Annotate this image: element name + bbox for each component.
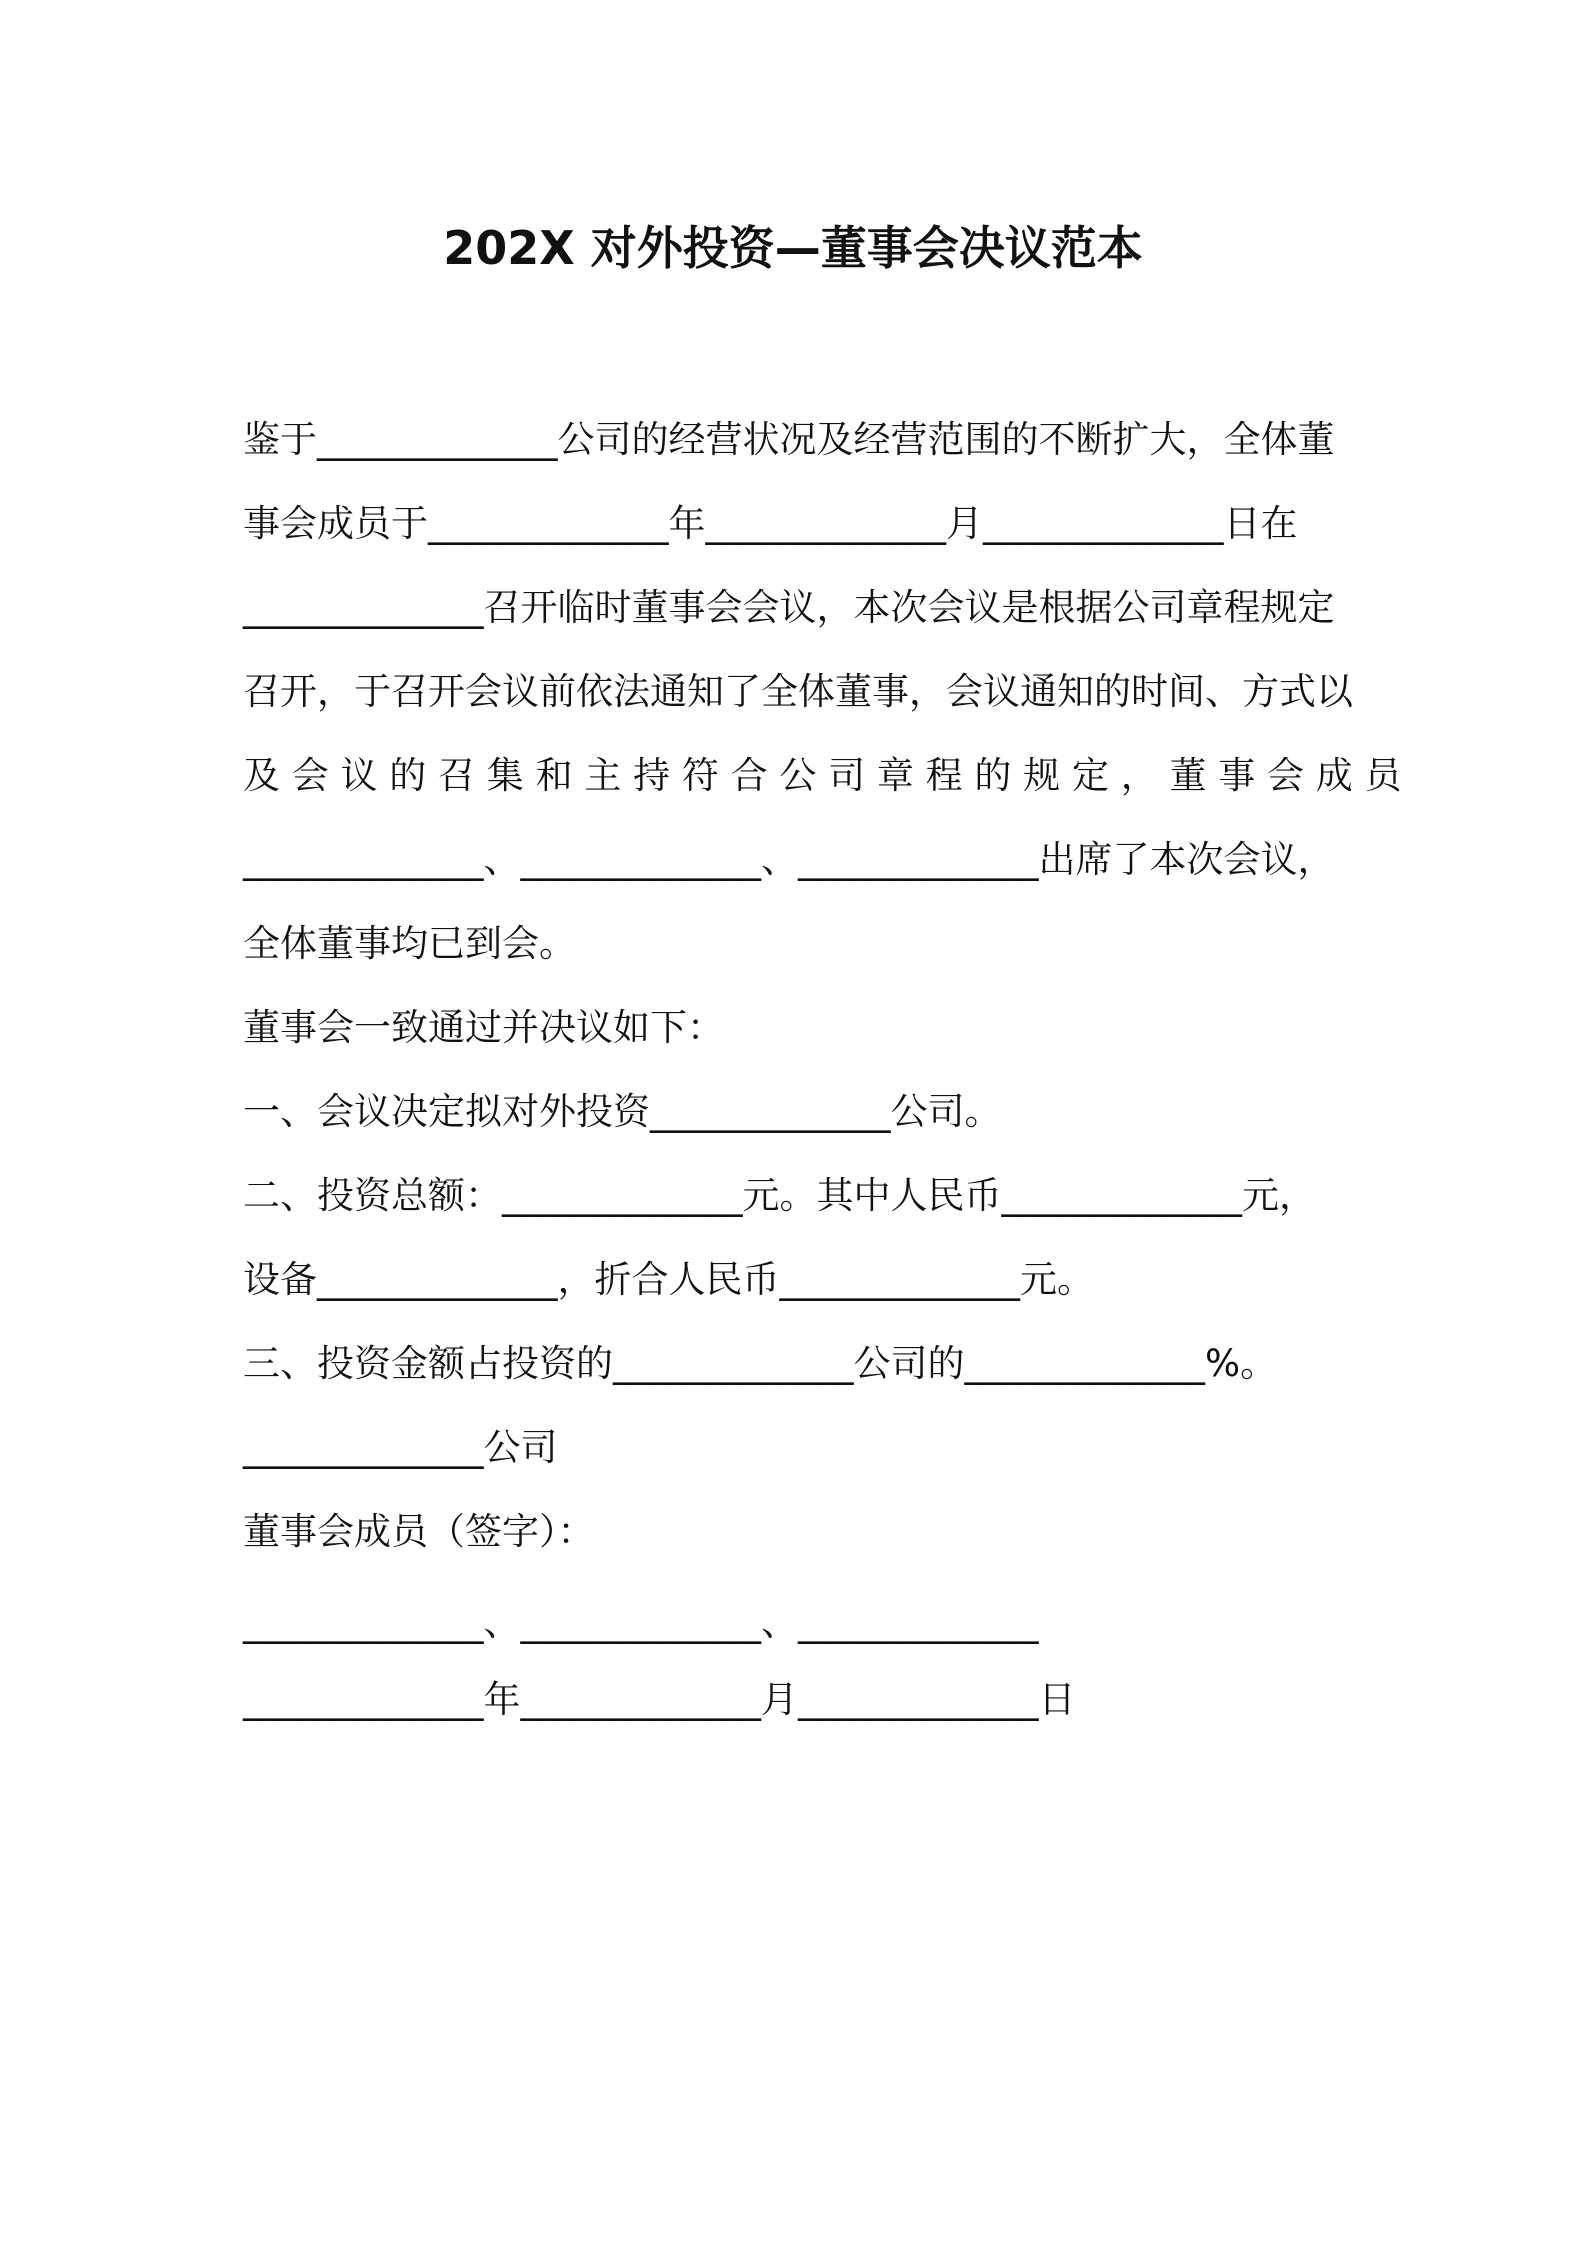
date-line: _____________年_____________月_____________日: [243, 1678, 1076, 1721]
document-title: 202X 对外投资—董事会决议范本: [443, 221, 1143, 275]
board-signature-label: 董事会成员（签字）：: [243, 1510, 595, 1553]
board-signature-lines: _____________、_____________、_____________: [243, 1601, 1039, 1644]
resolution-item-2: 二、投资总额：_____________元。其中人民币_____________元，: [243, 1174, 1316, 1217]
resolution-intro: 董事会一致通过并决议如下：: [243, 1006, 724, 1049]
paragraph-line-6: _____________、_____________、_____________出席了本次会议，: [243, 838, 1335, 881]
paragraph-line-4: 召开，于召开会议前依法通知了全体董事，会议通知的时间、方式以: [243, 670, 1353, 713]
paragraph-line-1: 鉴于_____________公司的经营状况及经营范围的不断扩大，全体董: [243, 418, 1335, 461]
resolution-item-3: 三、投资金额占投资的_____________公司的_____________%。: [243, 1342, 1278, 1385]
paragraph-line-5: 及 会 议 的 召 集 和 主 持 符 合 公 司 章 程 的 规 定 ， 董 事 会 成 员: [243, 754, 1402, 797]
resolution-item-1: 一、会议决定拟对外投资_____________公司。: [243, 1090, 1002, 1133]
paragraph-line-2: 事会成员于_____________年_____________月_____________日在: [243, 502, 1298, 545]
company-signature-line: _____________公司: [243, 1426, 558, 1469]
paragraph-line-7: 全体董事均已到会。: [243, 922, 576, 965]
paragraph-line-3: _____________召开临时董事会会议，本次会议是根据公司章程规定: [243, 586, 1335, 629]
resolution-item-2-continued: 设备_____________，折合人民币_____________元。: [243, 1258, 1094, 1301]
